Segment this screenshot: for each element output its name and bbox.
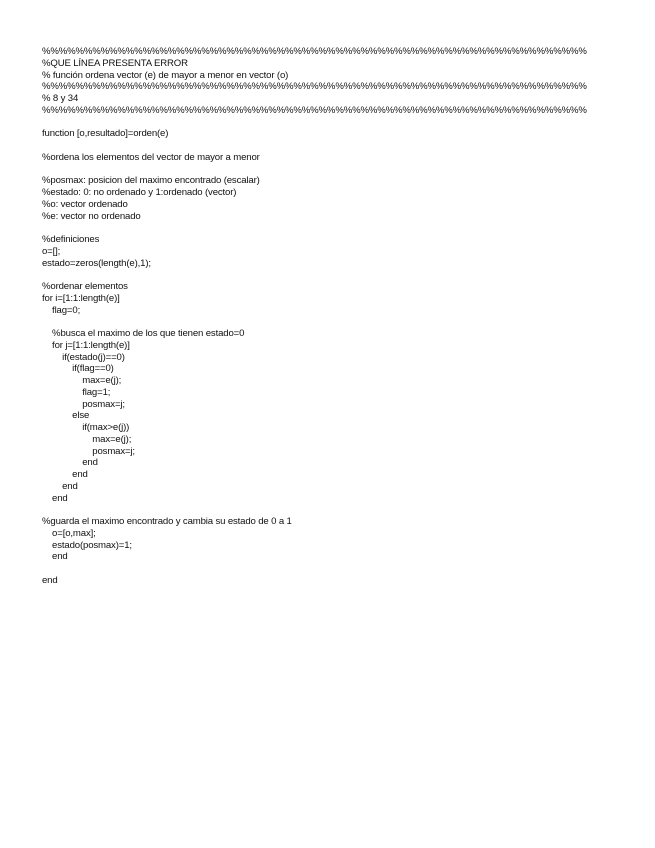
code-line: %definiciones bbox=[42, 234, 100, 245]
code-line: else bbox=[42, 410, 90, 422]
code-line: %e: vector no ordenado bbox=[42, 210, 141, 222]
code-line bbox=[42, 140, 655, 152]
code-line: if(estado(j)==0) bbox=[42, 351, 125, 363]
code-line: %%%%%%%%%%%%%%%%%%%%%%%%%%%%%%%%%%%%%%%%%%%%%%%%%%%%%%%%%%%%%%%%% bbox=[42, 46, 587, 57]
code-line bbox=[42, 164, 655, 176]
code-line: %ordena los elementos del vector de mayor a menor bbox=[42, 151, 260, 163]
code-line: end bbox=[42, 469, 88, 480]
code-line: o=[o,max]; bbox=[42, 527, 96, 539]
code-listing bbox=[42, 46, 655, 587]
code-line: function [o,resultado]=orden(e) bbox=[42, 128, 169, 140]
code-line: %busca el maximo de los que tienen estado=0 bbox=[42, 328, 245, 339]
code-line bbox=[42, 269, 655, 281]
code-line: end bbox=[42, 574, 58, 586]
code-line bbox=[42, 504, 655, 516]
code-line: end bbox=[42, 551, 68, 563]
code-line: %QUE LÍNEA PRESENTA ERROR bbox=[42, 57, 188, 69]
code-line: o=[]; bbox=[42, 245, 61, 257]
code-line: if(flag==0) bbox=[42, 363, 114, 375]
code-line: posmax=j; bbox=[42, 398, 125, 410]
code-line: %ordenar elementos bbox=[42, 281, 128, 292]
code-line: % 8 y 34 bbox=[42, 93, 79, 104]
code-line: for j=[1:1:length(e)] bbox=[42, 339, 130, 351]
code-line: estado(posmax)=1; bbox=[42, 539, 132, 551]
code-line: if(max>e(j)) bbox=[42, 422, 130, 433]
code-line: %%%%%%%%%%%%%%%%%%%%%%%%%%%%%%%%%%%%%%%%%%%%%%%%%%%%%%%%%%%%%%%%% bbox=[42, 81, 587, 93]
code-line: posmax=j; bbox=[42, 445, 135, 457]
code-line: max=e(j); bbox=[42, 433, 132, 445]
code-line: end bbox=[42, 457, 98, 469]
code-line: for i=[1:1:length(e)] bbox=[42, 292, 120, 304]
code-line: estado=zeros(length(e),1); bbox=[42, 257, 151, 269]
code-line: % función ordena vector (e) de mayor a menor en vector (o) bbox=[42, 69, 289, 81]
code-line: %o: vector ordenado bbox=[42, 198, 128, 210]
code-line: %estado: 0: no ordenado y 1:ordenado (vector) bbox=[42, 187, 237, 198]
code-line: max=e(j); bbox=[42, 375, 122, 386]
code-line: %guarda el maximo encontrado y cambia su estado de 0 a 1 bbox=[42, 516, 292, 527]
code-line bbox=[42, 316, 655, 328]
code-line: end bbox=[42, 480, 78, 492]
code-line: flag=0; bbox=[42, 304, 81, 316]
code-line: flag=1; bbox=[42, 386, 111, 398]
code-line bbox=[42, 222, 655, 234]
code-line bbox=[42, 563, 655, 575]
code-line: %%%%%%%%%%%%%%%%%%%%%%%%%%%%%%%%%%%%%%%%%%%%%%%%%%%%%%%%%%%%%%%%% bbox=[42, 104, 587, 116]
code-line: %posmax: posicion del maximo encontrado (escalar) bbox=[42, 175, 260, 187]
code-line bbox=[42, 117, 655, 129]
code-line: end bbox=[42, 492, 68, 504]
